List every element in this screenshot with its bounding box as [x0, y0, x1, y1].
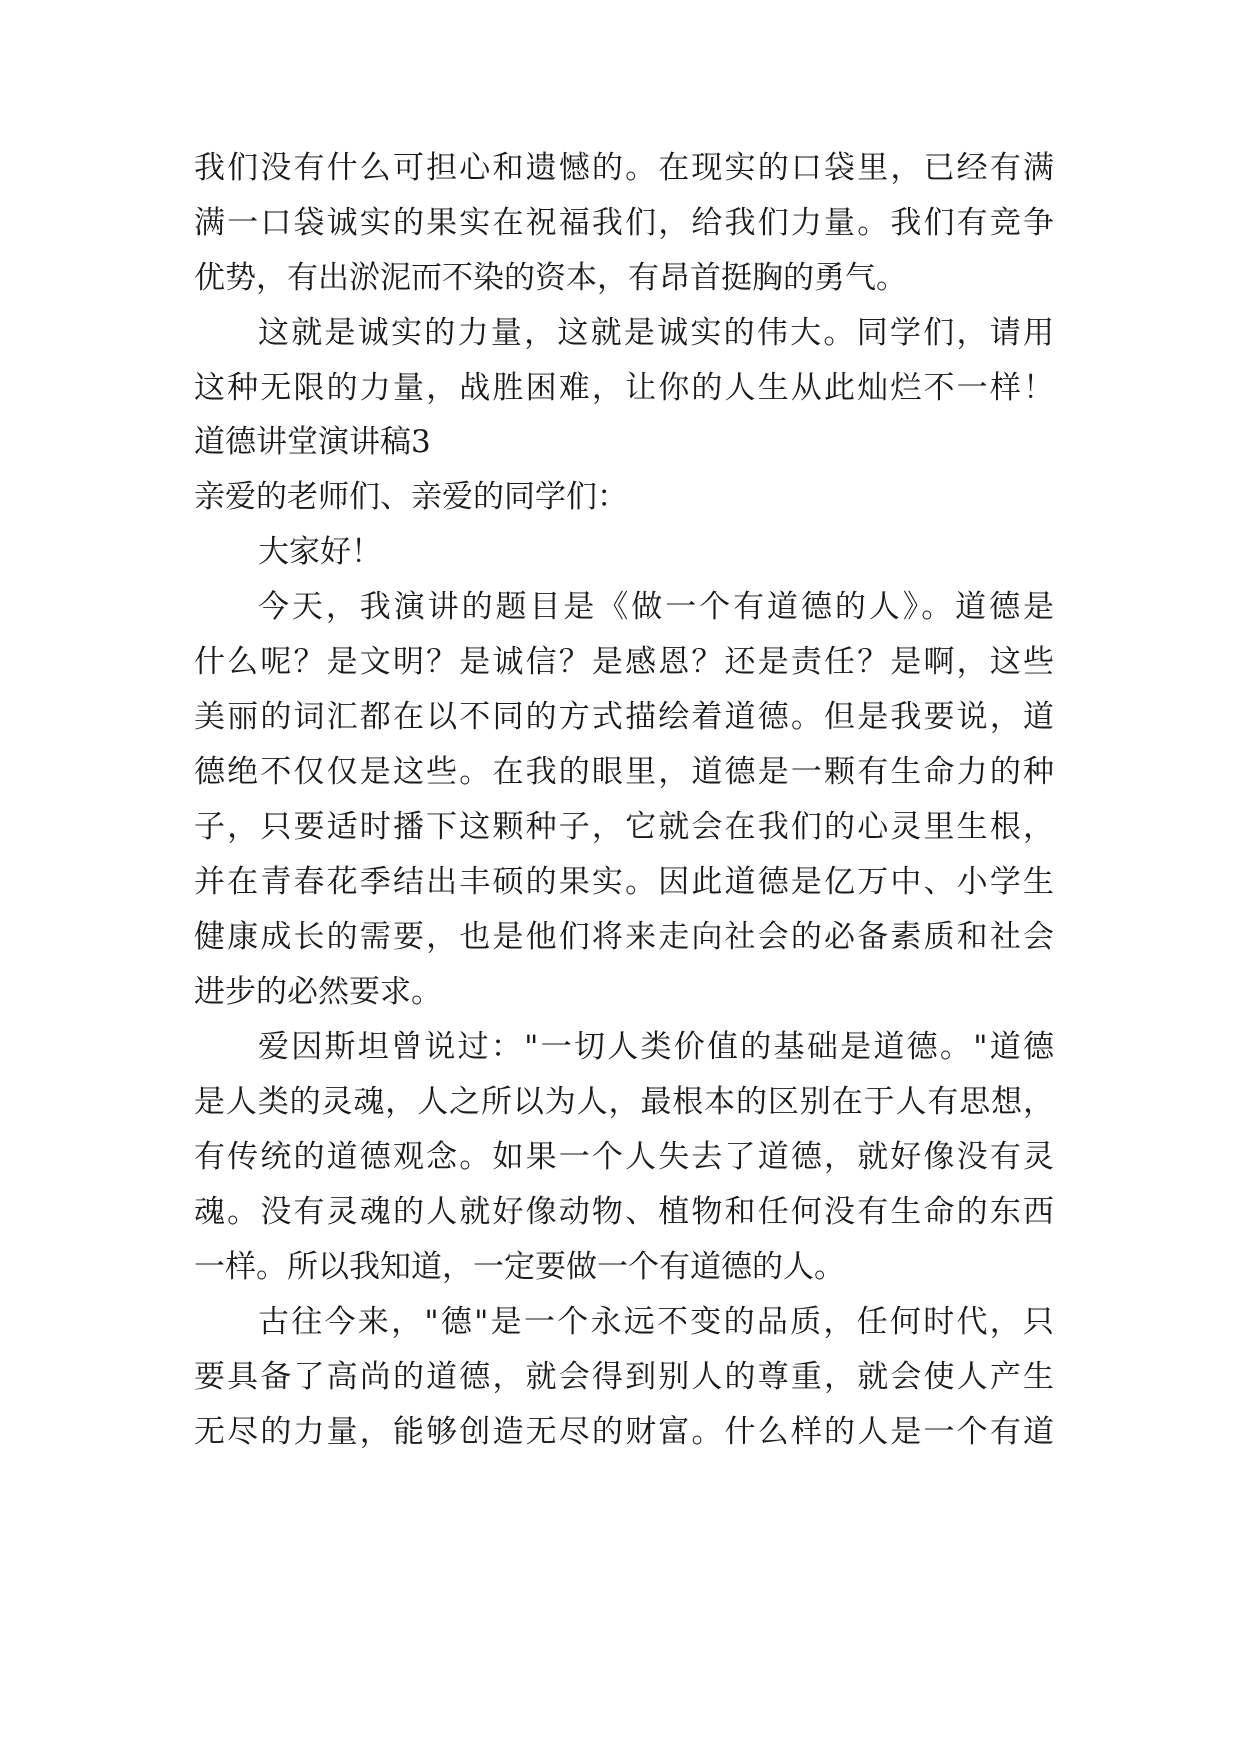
paragraph-line: 要具备了高尚的道德，就会得到别人的尊重，就会使人产生 [194, 1359, 1054, 1395]
paragraph-line: 优势，有出淤泥而不染的资本，有昂首挺胸的勇气。 [194, 260, 907, 296]
paragraph-line: 有传统的道德观念。如果一个人失去了道德，就好像没有灵 [194, 1139, 1054, 1175]
paragraph-line: 满一口袋诚实的果实在祝福我们，给我们力量。我们有竞争 [194, 205, 1054, 241]
salutation: 亲爱的老师们、亲爱的同学们： [194, 479, 628, 515]
paragraph-line: 进步的必然要求。 [194, 974, 442, 1010]
paragraph-line: 这就是诚实的力量，这就是诚实的伟大。同学们，请用 [258, 315, 1054, 351]
paragraph-line: 我们没有什么可担心和遗憾的。在现实的口袋里，已经有满 [194, 150, 1054, 186]
paragraph-line: 是人类的灵魂，人之所以为人，最根本的区别在于人有思想， [194, 1084, 1054, 1120]
paragraph-line: 无尽的力量，能够创造无尽的财富。什么样的人是一个有道 [194, 1414, 1054, 1450]
paragraph-line: 什么呢？是文明？是诚信？是感恩？还是责任？是啊，这些 [194, 644, 1054, 680]
paragraph-line: 子，只要适时播下这颗种子，它就会在我们的心灵里生根， [194, 809, 1054, 845]
paragraph-line: 爱因斯坦曾说过："一切人类价值的基础是道德。"道德 [258, 1029, 1054, 1065]
greeting: 大家好！ [258, 534, 382, 570]
paragraph-line: 魂。没有灵魂的人就好像动物、植物和任何没有生命的东西 [194, 1194, 1054, 1230]
section-heading: 道德讲堂演讲稿3 [194, 424, 431, 460]
paragraph-line: 这种无限的力量，战胜困难，让你的人生从此灿烂不一样！ [194, 370, 1054, 406]
paragraph-line: 并在青春花季结出丰硕的果实。因此道德是亿万中、小学生 [194, 864, 1054, 900]
paragraph-line: 德绝不仅仅是这些。在我的眼里，道德是一颗有生命力的种 [194, 754, 1054, 790]
paragraph-line: 一样。所以我知道，一定要做一个有道德的人。 [194, 1249, 845, 1285]
paragraph-line: 美丽的词汇都在以不同的方式描绘着道德。但是我要说，道 [194, 699, 1054, 735]
paragraph-line: 健康成长的需要，也是他们将来走向社会的必备素质和社会 [194, 919, 1054, 955]
paragraph-line: 今天，我演讲的题目是《做一个有道德的人》。道德是 [258, 589, 1054, 625]
paragraph-line: 古往今来，"德"是一个永远不变的品质，任何时代，只 [258, 1304, 1054, 1340]
